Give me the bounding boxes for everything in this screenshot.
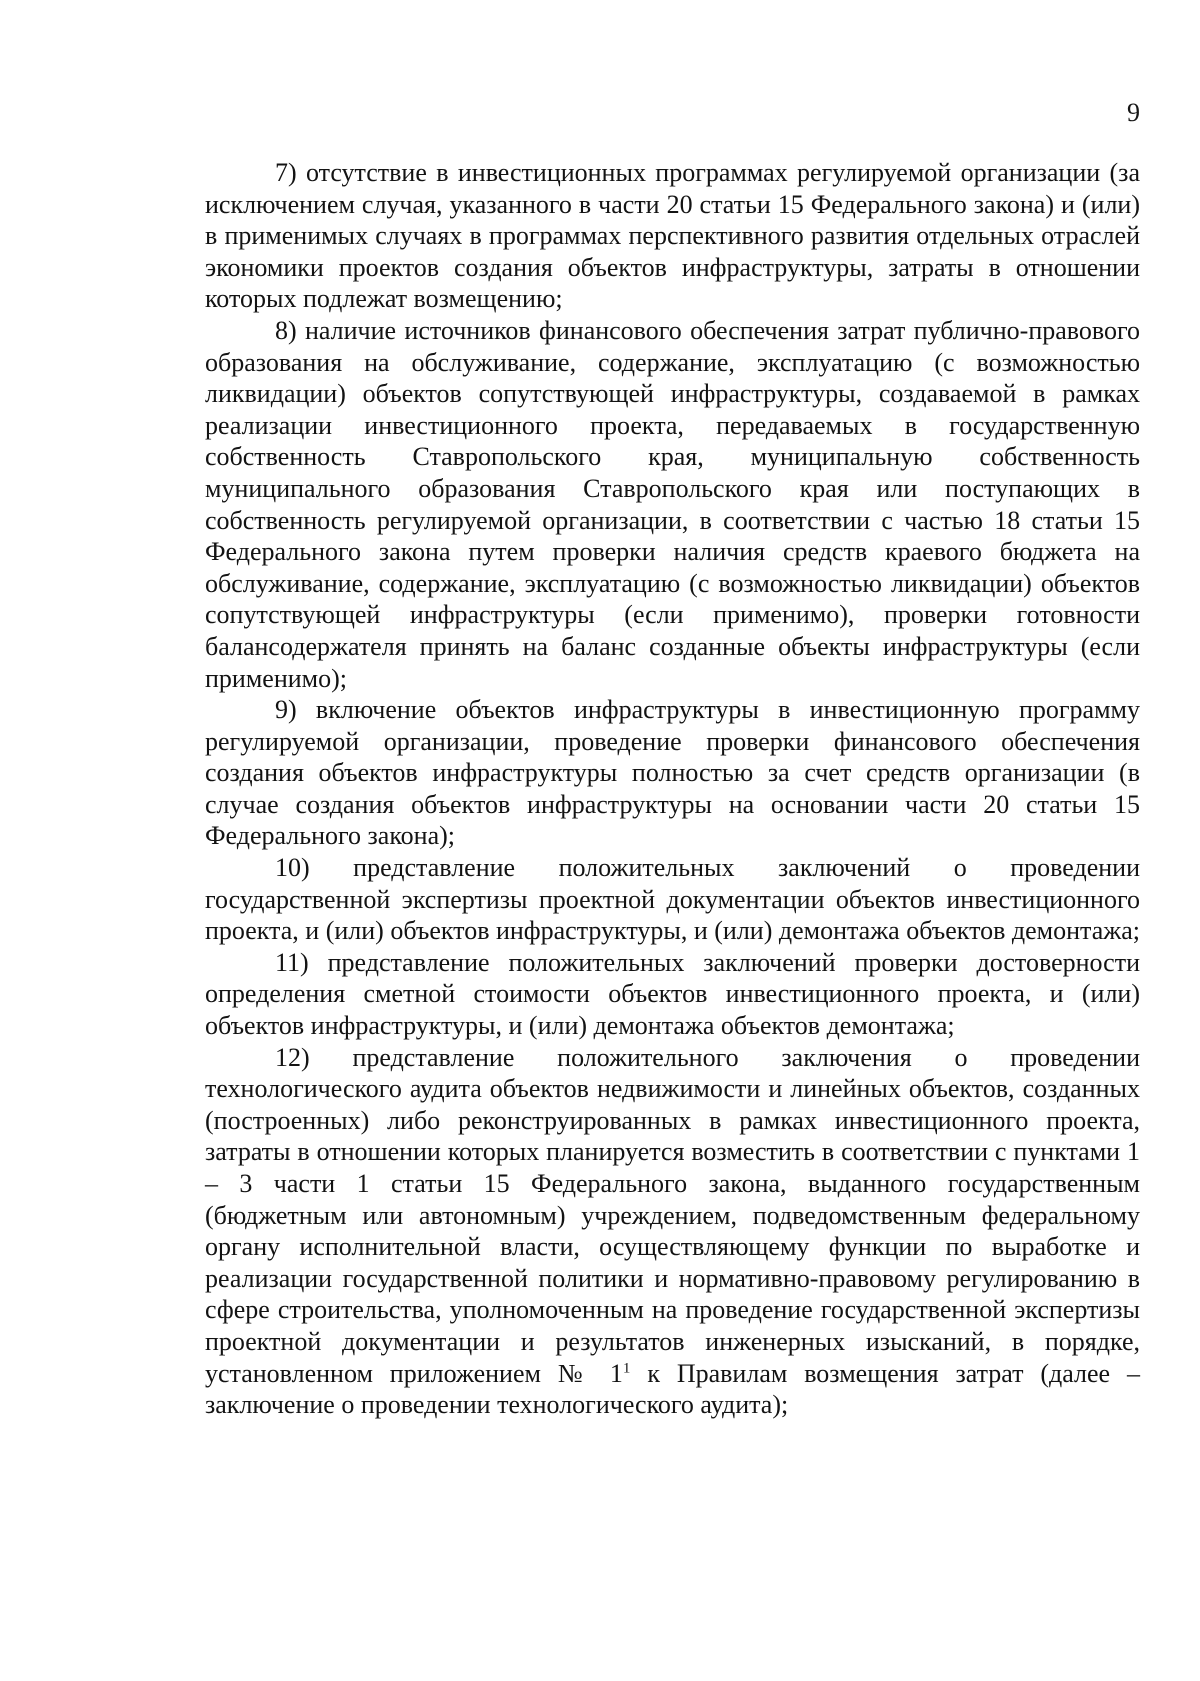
superscript-marker: 1 (622, 1359, 631, 1376)
paragraph-item-12 (205, 1042, 1140, 1421)
paragraph-item-12-text-before: 12) представление положительного заключения о проведении технологического аудита объектов недвижимости и линейных объектов, созданных (построенных) либо реконструированных в рамках инвестиционного проекта, затраты в отношении которых планируется возместить в соответствии с пунктами 1 – 3 части 1 статьи 15 Федерального закона, выданного государственным (бюджетным или автономным) учреждением, подведомственным федеральному органу исполнительной власти, осуществляющему функции по выработке и реализации государственной политики и нормативно-правовому регулированию в сфере строительства, уполномоченным на проведение государственной экспертизы проектной документации и результатов инженерных изысканий, в порядке, установленном приложением № 1 (205, 1042, 1140, 1388)
page-number: 9 (1127, 98, 1140, 127)
paragraph-item-9: 9) включение объектов инфраструктуры в инвестиционную программу регулируемой организации, проведение проверки финансового обеспечения создания объектов инфраструктуры полностью за счет средств организации (в случае создания объектов инфраструктуры на основании части 20 статьи 15 Федерального закона); (205, 695, 1140, 851)
document-body (205, 157, 1140, 1421)
paragraph-item-10: 10) представление положительных заключений о проведении государственной экспертизы проектной документации объектов инвестиционного проекта, и (или) объектов инфраструктуры, и (или) демонтажа объектов демонтажа; (205, 853, 1140, 946)
paragraph-item-7: 7) отсутствие в инвестиционных программах регулируемой организации (за исключением случая, указанного в части 20 статьи 15 Федерального закона) и (или) в применимых случаях в программах перспективного развития отдельных отраслей экономики проектов создания объектов инфраструктуры, затраты в отношении которых подлежат возмещению; (205, 158, 1140, 314)
paragraph-item-12-text-after: к Правилам возмещения затрат (далее – заключение о проведении технологического аудита); (205, 1358, 1140, 1420)
paragraph-item-11: 11) представление положительных заключений проверки достоверности определения сметной стоимости объектов инвестиционного проекта, и (или) объектов инфраструктуры, и (или) демонтажа объектов демонтажа; (205, 947, 1140, 1041)
paragraph-item-8: 8) наличие источников финансового обеспечения затрат публично-правового образования на обслуживание, содержание, эксплуатацию (с возможностью ликвидации) объектов сопутствующей инфраструктуры, создаваемой в рамках реализации инвестиционного проекта, передаваемых в государственную собственность Ставропольского края, муниципальную собственность муниципального образования Ставропольского края или поступающих в собственность регулируемой организации, в соответствии с частью 18 статьи 15 Федерального закона путем проверки наличия средств краевого бюджета на обслуживание, содержание, эксплуатацию (с возможностью ликвидации) объектов сопутствующей инфраструктуры (если применимо), проверки готовности балансодержателя принять на баланс созданные объекты инфраструктуры (если применимо); (205, 315, 1140, 693)
